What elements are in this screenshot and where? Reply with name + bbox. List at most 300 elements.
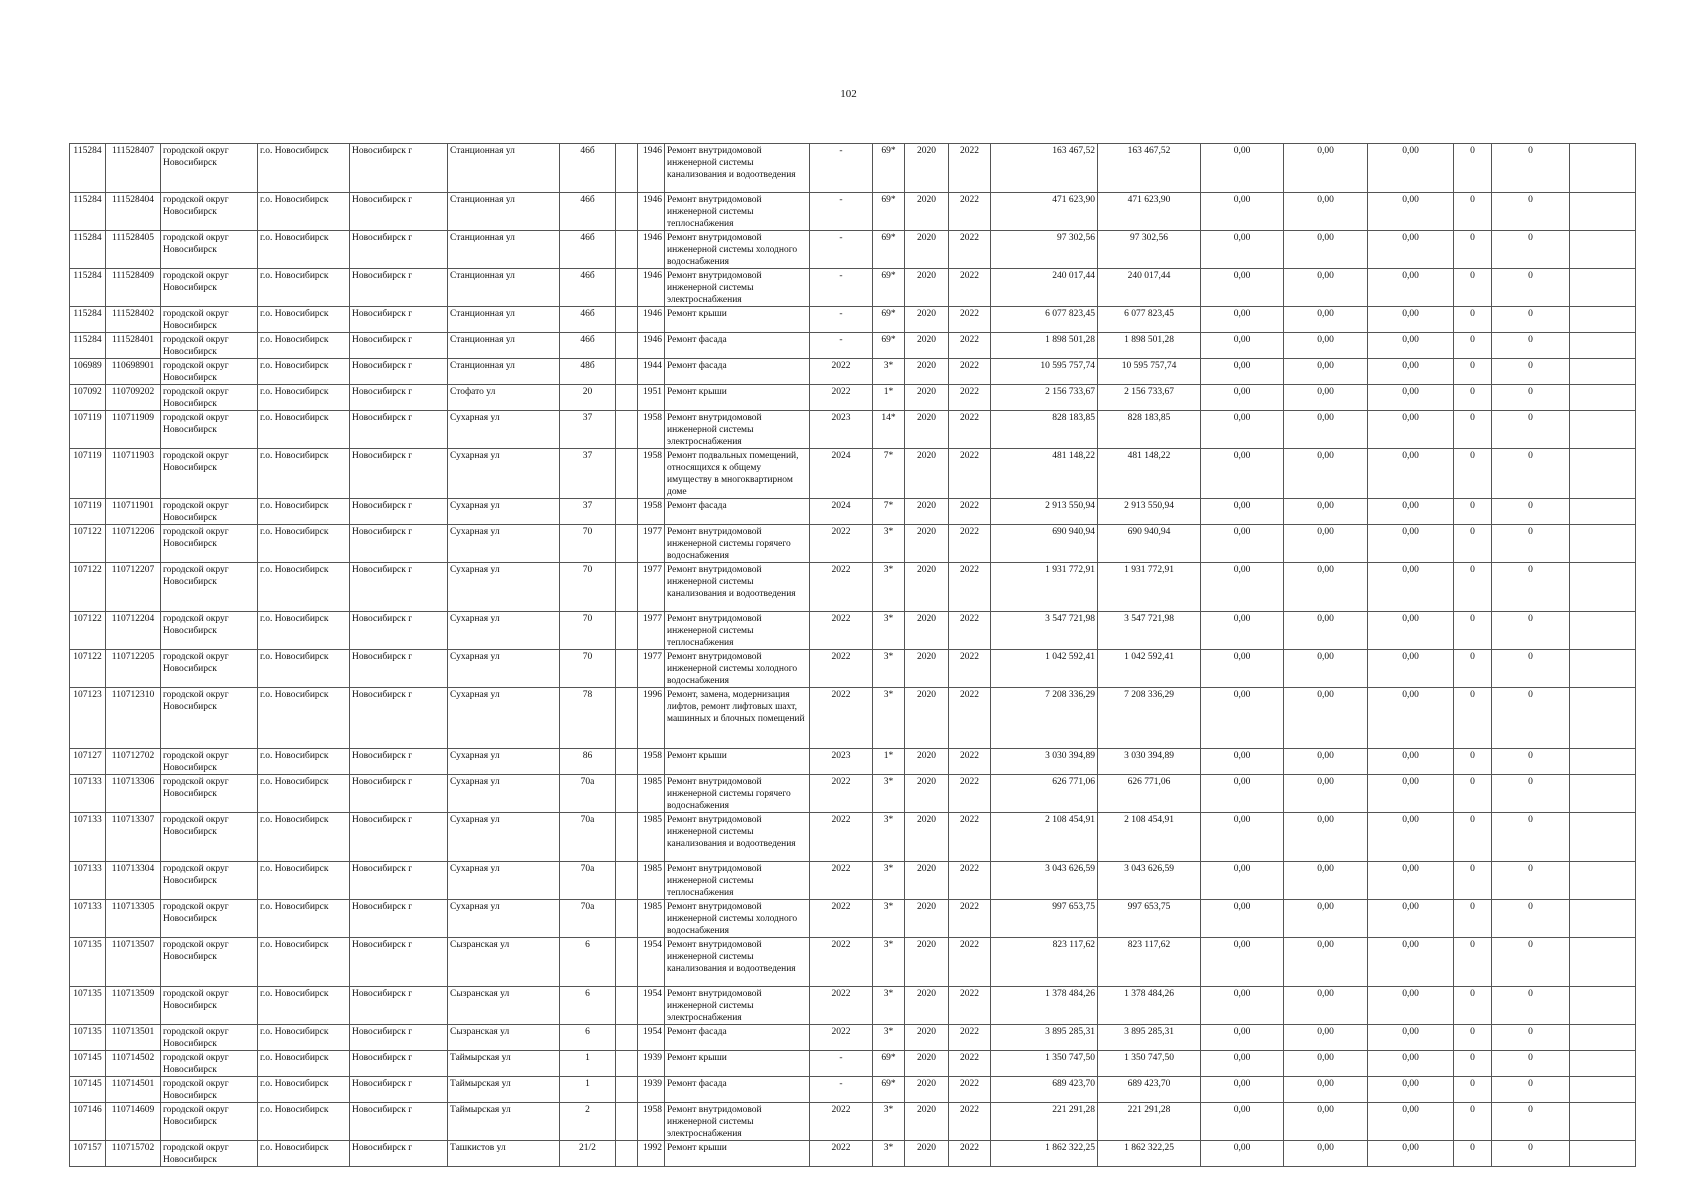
- cell-okrug: г.о. Новосибирск: [258, 938, 350, 987]
- cell-house: 1: [560, 1051, 616, 1077]
- cell-okrug: г.о. Новосибирск: [258, 650, 350, 688]
- cell-v1: 0,00: [1201, 775, 1284, 813]
- cell-sum1: 481 148,22: [991, 449, 1098, 499]
- cell-num: 69*: [873, 1051, 905, 1077]
- cell-v1: 0,00: [1201, 385, 1284, 411]
- cell-year: 1958: [638, 411, 665, 449]
- cell-mo: городской округ Новосибирск: [161, 1077, 258, 1103]
- cell-v3: 0,00: [1368, 563, 1454, 612]
- cell-mo: городской округ Новосибирск: [161, 688, 258, 749]
- cell-street: Сызранская ул: [448, 1025, 560, 1051]
- cell-id: 106989: [70, 359, 106, 385]
- cell-last: [1570, 813, 1636, 862]
- cell-v3: 0,00: [1368, 269, 1454, 307]
- cell-last: [1570, 307, 1636, 333]
- cell-id: 115284: [70, 269, 106, 307]
- cell-blank: [616, 144, 638, 193]
- cell-sum1: 471 623,90: [991, 193, 1098, 231]
- cell-okrug: г.о. Новосибирск: [258, 900, 350, 938]
- cell-mo: городской округ Новосибирск: [161, 563, 258, 612]
- cell-z2: 0: [1492, 385, 1570, 411]
- cell-okrug: г.о. Новосибирск: [258, 449, 350, 499]
- cell-okrug: г.о. Новосибирск: [258, 307, 350, 333]
- cell-blank: [616, 688, 638, 749]
- cell-last: [1570, 938, 1636, 987]
- cell-work: Ремонт крыши: [665, 1051, 810, 1077]
- cell-mo: городской округ Новосибирск: [161, 862, 258, 900]
- cell-city: Новосибирск г: [350, 231, 448, 269]
- cell-z2: 0: [1492, 499, 1570, 525]
- cell-z2: 0: [1492, 231, 1570, 269]
- cell-plan: 2022: [810, 385, 873, 411]
- cell-z2: 0: [1492, 563, 1570, 612]
- cell-z1: 0: [1454, 144, 1492, 193]
- cell-sum2: 626 771,06: [1098, 775, 1201, 813]
- cell-sum2: 828 183,85: [1098, 411, 1201, 449]
- cell-code: 110713509: [106, 987, 161, 1025]
- cell-z1: 0: [1454, 650, 1492, 688]
- table-row: [70, 1051, 1636, 1077]
- table-row: [70, 813, 1636, 862]
- cell-v3: 0,00: [1368, 775, 1454, 813]
- cell-work: Ремонт внутридомовой инженерной системы теплоснабжения: [665, 862, 810, 900]
- cell-z1: 0: [1454, 938, 1492, 987]
- cell-code: 110712207: [106, 563, 161, 612]
- cell-sum2: 1 378 484,26: [1098, 987, 1201, 1025]
- cell-z1: 0: [1454, 385, 1492, 411]
- cell-num: 69*: [873, 307, 905, 333]
- cell-blank: [616, 231, 638, 269]
- cell-last: [1570, 231, 1636, 269]
- cell-house: 70: [560, 563, 616, 612]
- cell-city: Новосибирск г: [350, 650, 448, 688]
- cell-plan: 2022: [810, 862, 873, 900]
- cell-v1: 0,00: [1201, 1141, 1284, 1167]
- cell-sum2: 1 350 747,50: [1098, 1051, 1201, 1077]
- cell-city: Новосибирск г: [350, 411, 448, 449]
- cell-street: Станционная ул: [448, 231, 560, 269]
- cell-z1: 0: [1454, 499, 1492, 525]
- cell-id: 107133: [70, 775, 106, 813]
- cell-y2: 2022: [949, 900, 991, 938]
- cell-id: 107119: [70, 449, 106, 499]
- cell-y2: 2022: [949, 449, 991, 499]
- cell-work: Ремонт внутридомовой инженерной системы канализования и водоотведения: [665, 144, 810, 193]
- cell-num: 3*: [873, 775, 905, 813]
- cell-mo: городской округ Новосибирск: [161, 749, 258, 775]
- cell-v2: 0,00: [1284, 269, 1368, 307]
- cell-blank: [616, 563, 638, 612]
- cell-code: 110711909: [106, 411, 161, 449]
- cell-house: 6: [560, 987, 616, 1025]
- cell-sum1: 689 423,70: [991, 1077, 1098, 1103]
- cell-sum1: 1 898 501,28: [991, 333, 1098, 359]
- cell-city: Новосибирск г: [350, 359, 448, 385]
- cell-mo: городской округ Новосибирск: [161, 938, 258, 987]
- cell-last: [1570, 385, 1636, 411]
- cell-plan: 2022: [810, 1103, 873, 1141]
- cell-year: 1954: [638, 938, 665, 987]
- cell-okrug: г.о. Новосибирск: [258, 525, 350, 563]
- cell-num: 69*: [873, 193, 905, 231]
- table-row: [70, 1025, 1636, 1051]
- cell-mo: городской округ Новосибирск: [161, 385, 258, 411]
- cell-work: Ремонт внутридомовой инженерной системы холодного водоснабжения: [665, 650, 810, 688]
- cell-sum1: 163 467,52: [991, 144, 1098, 193]
- cell-work: Ремонт, замена, модернизация лифтов, ремонт лифтовых шахт, машинных и блочных помещений: [665, 688, 810, 749]
- cell-v3: 0,00: [1368, 1103, 1454, 1141]
- cell-house: 37: [560, 499, 616, 525]
- cell-street: Сухарная ул: [448, 900, 560, 938]
- cell-v1: 0,00: [1201, 499, 1284, 525]
- cell-sum1: 3 547 721,98: [991, 612, 1098, 650]
- cell-id: 107145: [70, 1051, 106, 1077]
- cell-z2: 0: [1492, 333, 1570, 359]
- cell-y1: 2020: [905, 1141, 949, 1167]
- cell-y1: 2020: [905, 193, 949, 231]
- cell-last: [1570, 333, 1636, 359]
- cell-y1: 2020: [905, 987, 949, 1025]
- cell-sum2: 10 595 757,74: [1098, 359, 1201, 385]
- cell-work: Ремонт внутридомовой инженерной системы электроснабжения: [665, 1103, 810, 1141]
- cell-id: 107145: [70, 1077, 106, 1103]
- cell-city: Новосибирск г: [350, 385, 448, 411]
- cell-id: 107135: [70, 938, 106, 987]
- cell-year: 1954: [638, 987, 665, 1025]
- cell-mo: городской округ Новосибирск: [161, 193, 258, 231]
- cell-year: 1946: [638, 231, 665, 269]
- cell-num: 3*: [873, 938, 905, 987]
- cell-sum2: 2 108 454,91: [1098, 813, 1201, 862]
- table-row: [70, 333, 1636, 359]
- cell-v2: 0,00: [1284, 650, 1368, 688]
- table-row: [70, 688, 1636, 749]
- cell-z1: 0: [1454, 307, 1492, 333]
- cell-z2: 0: [1492, 1077, 1570, 1103]
- cell-v1: 0,00: [1201, 900, 1284, 938]
- cell-plan: 2024: [810, 449, 873, 499]
- cell-work: Ремонт внутридомовой инженерной системы канализования и водоотведения: [665, 813, 810, 862]
- cell-y1: 2020: [905, 144, 949, 193]
- cell-y2: 2022: [949, 269, 991, 307]
- cell-last: [1570, 193, 1636, 231]
- cell-v3: 0,00: [1368, 1141, 1454, 1167]
- cell-z2: 0: [1492, 1051, 1570, 1077]
- cell-v3: 0,00: [1368, 900, 1454, 938]
- cell-id: 107133: [70, 862, 106, 900]
- cell-blank: [616, 269, 638, 307]
- cell-z1: 0: [1454, 411, 1492, 449]
- cell-y2: 2022: [949, 193, 991, 231]
- cell-house: 70: [560, 650, 616, 688]
- cell-v3: 0,00: [1368, 449, 1454, 499]
- cell-v2: 0,00: [1284, 525, 1368, 563]
- cell-blank: [616, 385, 638, 411]
- cell-y2: 2022: [949, 1051, 991, 1077]
- cell-v3: 0,00: [1368, 749, 1454, 775]
- cell-year: 1985: [638, 862, 665, 900]
- cell-z1: 0: [1454, 612, 1492, 650]
- table-row: [70, 650, 1636, 688]
- cell-v2: 0,00: [1284, 813, 1368, 862]
- cell-code: 111528407: [106, 144, 161, 193]
- table-row: [70, 359, 1636, 385]
- cell-z2: 0: [1492, 650, 1570, 688]
- cell-z1: 0: [1454, 987, 1492, 1025]
- cell-city: Новосибирск г: [350, 813, 448, 862]
- cell-house: 46б: [560, 333, 616, 359]
- cell-work: Ремонт крыши: [665, 1141, 810, 1167]
- cell-v1: 0,00: [1201, 862, 1284, 900]
- cell-v2: 0,00: [1284, 359, 1368, 385]
- cell-sum2: 3 547 721,98: [1098, 612, 1201, 650]
- cell-okrug: г.о. Новосибирск: [258, 1051, 350, 1077]
- cell-v1: 0,00: [1201, 193, 1284, 231]
- cell-mo: городской округ Новосибирск: [161, 1141, 258, 1167]
- cell-okrug: г.о. Новосибирск: [258, 231, 350, 269]
- cell-city: Новосибирск г: [350, 612, 448, 650]
- cell-okrug: г.о. Новосибирск: [258, 269, 350, 307]
- cell-year: 1946: [638, 333, 665, 359]
- cell-code: 111528404: [106, 193, 161, 231]
- cell-year: 1958: [638, 499, 665, 525]
- cell-plan: -: [810, 333, 873, 359]
- cell-z2: 0: [1492, 688, 1570, 749]
- cell-v3: 0,00: [1368, 385, 1454, 411]
- cell-v2: 0,00: [1284, 411, 1368, 449]
- cell-house: 46б: [560, 269, 616, 307]
- cell-code: 110713306: [106, 775, 161, 813]
- cell-v2: 0,00: [1284, 499, 1368, 525]
- cell-sum1: 3 043 626,59: [991, 862, 1098, 900]
- cell-year: 1958: [638, 449, 665, 499]
- cell-house: 37: [560, 411, 616, 449]
- cell-last: [1570, 525, 1636, 563]
- cell-plan: 2022: [810, 525, 873, 563]
- cell-num: 3*: [873, 1141, 905, 1167]
- cell-okrug: г.о. Новосибирск: [258, 775, 350, 813]
- cell-house: 46б: [560, 231, 616, 269]
- cell-street: Ташкистов ул: [448, 1141, 560, 1167]
- table-row: [70, 749, 1636, 775]
- cell-num: 3*: [873, 1103, 905, 1141]
- cell-mo: городской округ Новосибирск: [161, 359, 258, 385]
- cell-v1: 0,00: [1201, 650, 1284, 688]
- cell-mo: городской округ Новосибирск: [161, 525, 258, 563]
- cell-work: Ремонт внутридомовой инженерной системы канализования и водоотведения: [665, 938, 810, 987]
- cell-num: 3*: [873, 813, 905, 862]
- cell-y2: 2022: [949, 987, 991, 1025]
- cell-okrug: г.о. Новосибирск: [258, 813, 350, 862]
- cell-sum1: 690 940,94: [991, 525, 1098, 563]
- cell-id: 107135: [70, 987, 106, 1025]
- cell-y1: 2020: [905, 650, 949, 688]
- cell-mo: городской округ Новосибирск: [161, 650, 258, 688]
- cell-okrug: г.о. Новосибирск: [258, 1025, 350, 1051]
- cell-last: [1570, 269, 1636, 307]
- cell-last: [1570, 987, 1636, 1025]
- cell-mo: городской округ Новосибирск: [161, 1051, 258, 1077]
- cell-street: Сухарная ул: [448, 862, 560, 900]
- table-row: [70, 612, 1636, 650]
- cell-y1: 2020: [905, 612, 949, 650]
- cell-plan: 2022: [810, 612, 873, 650]
- cell-okrug: г.о. Новосибирск: [258, 1103, 350, 1141]
- cell-v1: 0,00: [1201, 144, 1284, 193]
- cell-work: Ремонт внутридомовой инженерной системы теплоснабжения: [665, 612, 810, 650]
- cell-street: Станционная ул: [448, 269, 560, 307]
- cell-mo: городской округ Новосибирск: [161, 775, 258, 813]
- cell-num: 3*: [873, 563, 905, 612]
- cell-z2: 0: [1492, 359, 1570, 385]
- cell-work: Ремонт фасада: [665, 1025, 810, 1051]
- cell-last: [1570, 499, 1636, 525]
- cell-city: Новосибирск г: [350, 144, 448, 193]
- cell-plan: 2024: [810, 499, 873, 525]
- cell-y1: 2020: [905, 900, 949, 938]
- cell-last: [1570, 144, 1636, 193]
- cell-blank: [616, 813, 638, 862]
- cell-street: Сызранская ул: [448, 938, 560, 987]
- cell-work: Ремонт крыши: [665, 749, 810, 775]
- cell-sum1: 3 030 394,89: [991, 749, 1098, 775]
- cell-city: Новосибирск г: [350, 900, 448, 938]
- cell-plan: 2022: [810, 900, 873, 938]
- cell-work: Ремонт внутридомовой инженерной системы холодного водоснабжения: [665, 231, 810, 269]
- cell-v1: 0,00: [1201, 1025, 1284, 1051]
- cell-year: 1985: [638, 813, 665, 862]
- cell-street: Сухарная ул: [448, 411, 560, 449]
- cell-work: Ремонт фасада: [665, 333, 810, 359]
- cell-plan: 2022: [810, 938, 873, 987]
- cell-house: 70а: [560, 862, 616, 900]
- cell-mo: городской округ Новосибирск: [161, 307, 258, 333]
- table-row: [70, 144, 1636, 193]
- cell-okrug: г.о. Новосибирск: [258, 563, 350, 612]
- cell-city: Новосибирск г: [350, 938, 448, 987]
- cell-sum2: 3 030 394,89: [1098, 749, 1201, 775]
- cell-v2: 0,00: [1284, 749, 1368, 775]
- cell-z2: 0: [1492, 525, 1570, 563]
- cell-y2: 2022: [949, 231, 991, 269]
- cell-last: [1570, 775, 1636, 813]
- cell-sum2: 481 148,22: [1098, 449, 1201, 499]
- cell-v2: 0,00: [1284, 307, 1368, 333]
- cell-z1: 0: [1454, 333, 1492, 359]
- cell-id: 107092: [70, 385, 106, 411]
- cell-num: 1*: [873, 385, 905, 411]
- cell-num: 69*: [873, 231, 905, 269]
- cell-work: Ремонт подвальных помещений, относящихся к общему имуществу в многоквартирном доме: [665, 449, 810, 499]
- cell-v2: 0,00: [1284, 862, 1368, 900]
- cell-y2: 2022: [949, 612, 991, 650]
- cell-blank: [616, 612, 638, 650]
- cell-sum2: 2 156 733,67: [1098, 385, 1201, 411]
- cell-last: [1570, 862, 1636, 900]
- cell-v3: 0,00: [1368, 359, 1454, 385]
- cell-last: [1570, 688, 1636, 749]
- cell-v2: 0,00: [1284, 1141, 1368, 1167]
- cell-sum2: 6 077 823,45: [1098, 307, 1201, 333]
- cell-v1: 0,00: [1201, 688, 1284, 749]
- cell-y2: 2022: [949, 563, 991, 612]
- page-number: 102: [840, 88, 857, 100]
- cell-plan: -: [810, 269, 873, 307]
- cell-year: 1946: [638, 269, 665, 307]
- cell-street: Сухарная ул: [448, 775, 560, 813]
- cell-okrug: г.о. Новосибирск: [258, 1077, 350, 1103]
- cell-v3: 0,00: [1368, 411, 1454, 449]
- cell-mo: городской округ Новосибирск: [161, 411, 258, 449]
- cell-z2: 0: [1492, 1103, 1570, 1141]
- cell-blank: [616, 862, 638, 900]
- cell-house: 20: [560, 385, 616, 411]
- cell-street: Сухарная ул: [448, 749, 560, 775]
- cell-sum1: 2 108 454,91: [991, 813, 1098, 862]
- cell-city: Новосибирск г: [350, 499, 448, 525]
- cell-plan: 2022: [810, 987, 873, 1025]
- cell-num: 7*: [873, 449, 905, 499]
- cell-code: 110714502: [106, 1051, 161, 1077]
- cell-code: 111528409: [106, 269, 161, 307]
- cell-code: 110712310: [106, 688, 161, 749]
- cell-sum2: 1 862 322,25: [1098, 1141, 1201, 1167]
- cell-blank: [616, 1103, 638, 1141]
- cell-sum1: 7 208 336,29: [991, 688, 1098, 749]
- cell-code: 111528405: [106, 231, 161, 269]
- cell-code: 110713305: [106, 900, 161, 938]
- cell-blank: [616, 1051, 638, 1077]
- cell-num: 3*: [873, 359, 905, 385]
- cell-sum1: 3 895 285,31: [991, 1025, 1098, 1051]
- cell-year: 1954: [638, 1025, 665, 1051]
- cell-city: Новосибирск г: [350, 749, 448, 775]
- table-row: [70, 775, 1636, 813]
- cell-y1: 2020: [905, 1051, 949, 1077]
- cell-year: 1977: [638, 650, 665, 688]
- cell-street: Сызранская ул: [448, 987, 560, 1025]
- cell-v2: 0,00: [1284, 193, 1368, 231]
- cell-city: Новосибирск г: [350, 193, 448, 231]
- cell-v3: 0,00: [1368, 1051, 1454, 1077]
- cell-z2: 0: [1492, 775, 1570, 813]
- cell-okrug: г.о. Новосибирск: [258, 499, 350, 525]
- cell-id: 107157: [70, 1141, 106, 1167]
- cell-house: 70: [560, 612, 616, 650]
- cell-last: [1570, 650, 1636, 688]
- cell-year: 1977: [638, 525, 665, 563]
- cell-year: 1977: [638, 612, 665, 650]
- cell-v3: 0,00: [1368, 333, 1454, 359]
- cell-last: [1570, 359, 1636, 385]
- cell-z1: 0: [1454, 563, 1492, 612]
- cell-z1: 0: [1454, 813, 1492, 862]
- cell-city: Новосибирск г: [350, 1141, 448, 1167]
- cell-code: 110712702: [106, 749, 161, 775]
- cell-v1: 0,00: [1201, 525, 1284, 563]
- cell-mo: городской округ Новосибирск: [161, 1103, 258, 1141]
- table-row: [70, 1141, 1636, 1167]
- cell-plan: -: [810, 1077, 873, 1103]
- cell-code: 110714501: [106, 1077, 161, 1103]
- cell-v2: 0,00: [1284, 1077, 1368, 1103]
- capital-repair-table: [69, 143, 1636, 1167]
- cell-year: 1946: [638, 193, 665, 231]
- cell-city: Новосибирск г: [350, 1103, 448, 1141]
- cell-sum2: 221 291,28: [1098, 1103, 1201, 1141]
- cell-id: 107127: [70, 749, 106, 775]
- cell-mo: городской округ Новосибирск: [161, 813, 258, 862]
